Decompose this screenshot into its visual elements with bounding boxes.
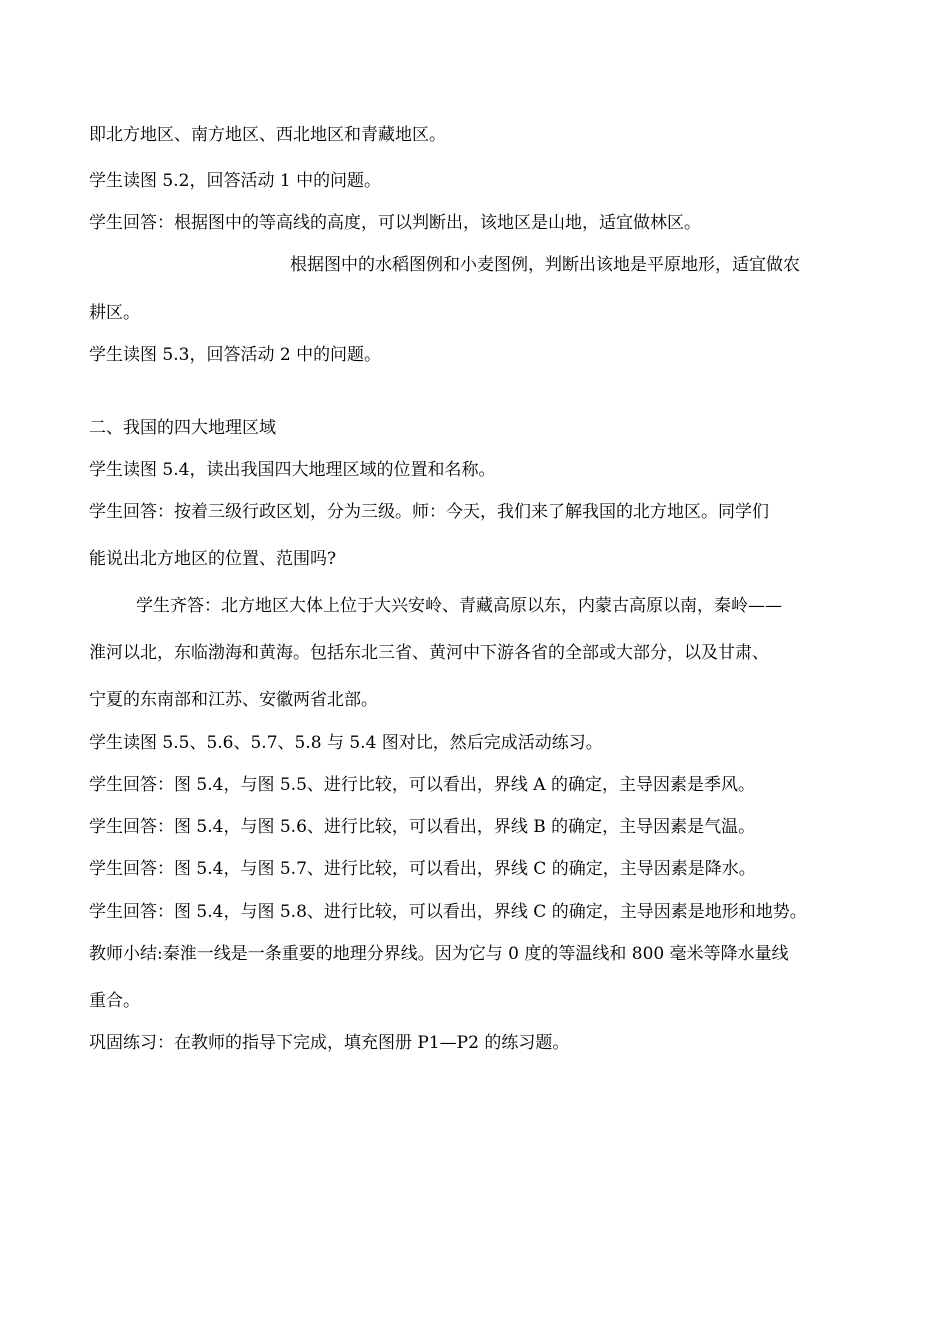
text-line-10: 能说出北方地区的位置、范围吗? — [89, 549, 337, 569]
text-line-5: 耕区。 — [89, 303, 140, 323]
text-line-13: 宁夏的东南部和江苏、安徽两省北部。 — [89, 690, 378, 710]
text-line-19: 教师小结:秦淮一线是一条重要的地理分界线。因为它与 0 度的等温线和 800 毫米等降水量线 — [89, 944, 789, 964]
text-line-1: 即北方地区、南方地区、西北地区和青藏地区。 — [89, 125, 446, 145]
text-line-4: 根据图中的水稻图例和小麦图例，判断出该地是平原地形，适宜做农 — [290, 255, 800, 275]
text-line-20: 重合。 — [89, 991, 140, 1011]
section-heading: 二、我国的四大地理区域 — [89, 418, 276, 438]
text-line-21: 巩固练习：在教师的指导下完成，填充图册 P1—P2 的练习题。 — [89, 1033, 570, 1053]
text-line-3: 学生回答：根据图中的等高线的高度，可以判断出，该地区是山地，适宜做林区。 — [89, 213, 701, 233]
text-line-12: 淮河以北，东临渤海和黄海。包括东北三省、黄河中下游各省的全部或大部分，以及甘肃、 — [89, 643, 769, 663]
text-line-6: 学生读图 5.3，回答活动 2 中的问题。 — [89, 345, 382, 365]
text-line-11: 学生齐答：北方地区大体上位于大兴安岭、青藏高原以东，内蒙古高原以南，秦岭—— — [136, 596, 782, 616]
text-line-2: 学生读图 5.2，回答活动 1 中的问题。 — [89, 171, 382, 191]
text-line-16: 学生回答：图 5.4，与图 5.6、进行比较，可以看出，界线 B 的确定，主导因素是气温。 — [89, 817, 756, 837]
text-line-15: 学生回答：图 5.4，与图 5.5、进行比较，可以看出，界线 A 的确定，主导因素是季风。 — [89, 775, 755, 795]
text-line-14: 学生读图 5.5、5.6、5.7、5.8 与 5.4 图对比，然后完成活动练习。 — [89, 733, 603, 753]
text-line-17: 学生回答：图 5.4，与图 5.7、进行比较，可以看出，界线 C 的确定，主导因素是降水。 — [89, 859, 756, 879]
text-line-9: 学生回答：按着三级行政区划，分为三级。师：今天，我们来了解我国的北方地区。同学们 — [89, 502, 769, 522]
text-line-18: 学生回答：图 5.4，与图 5.8、进行比较，可以看出，界线 C 的确定，主导因素是地形和地势。 — [89, 902, 807, 922]
text-line-8: 学生读图 5.4，读出我国四大地理区域的位置和名称。 — [89, 460, 496, 480]
